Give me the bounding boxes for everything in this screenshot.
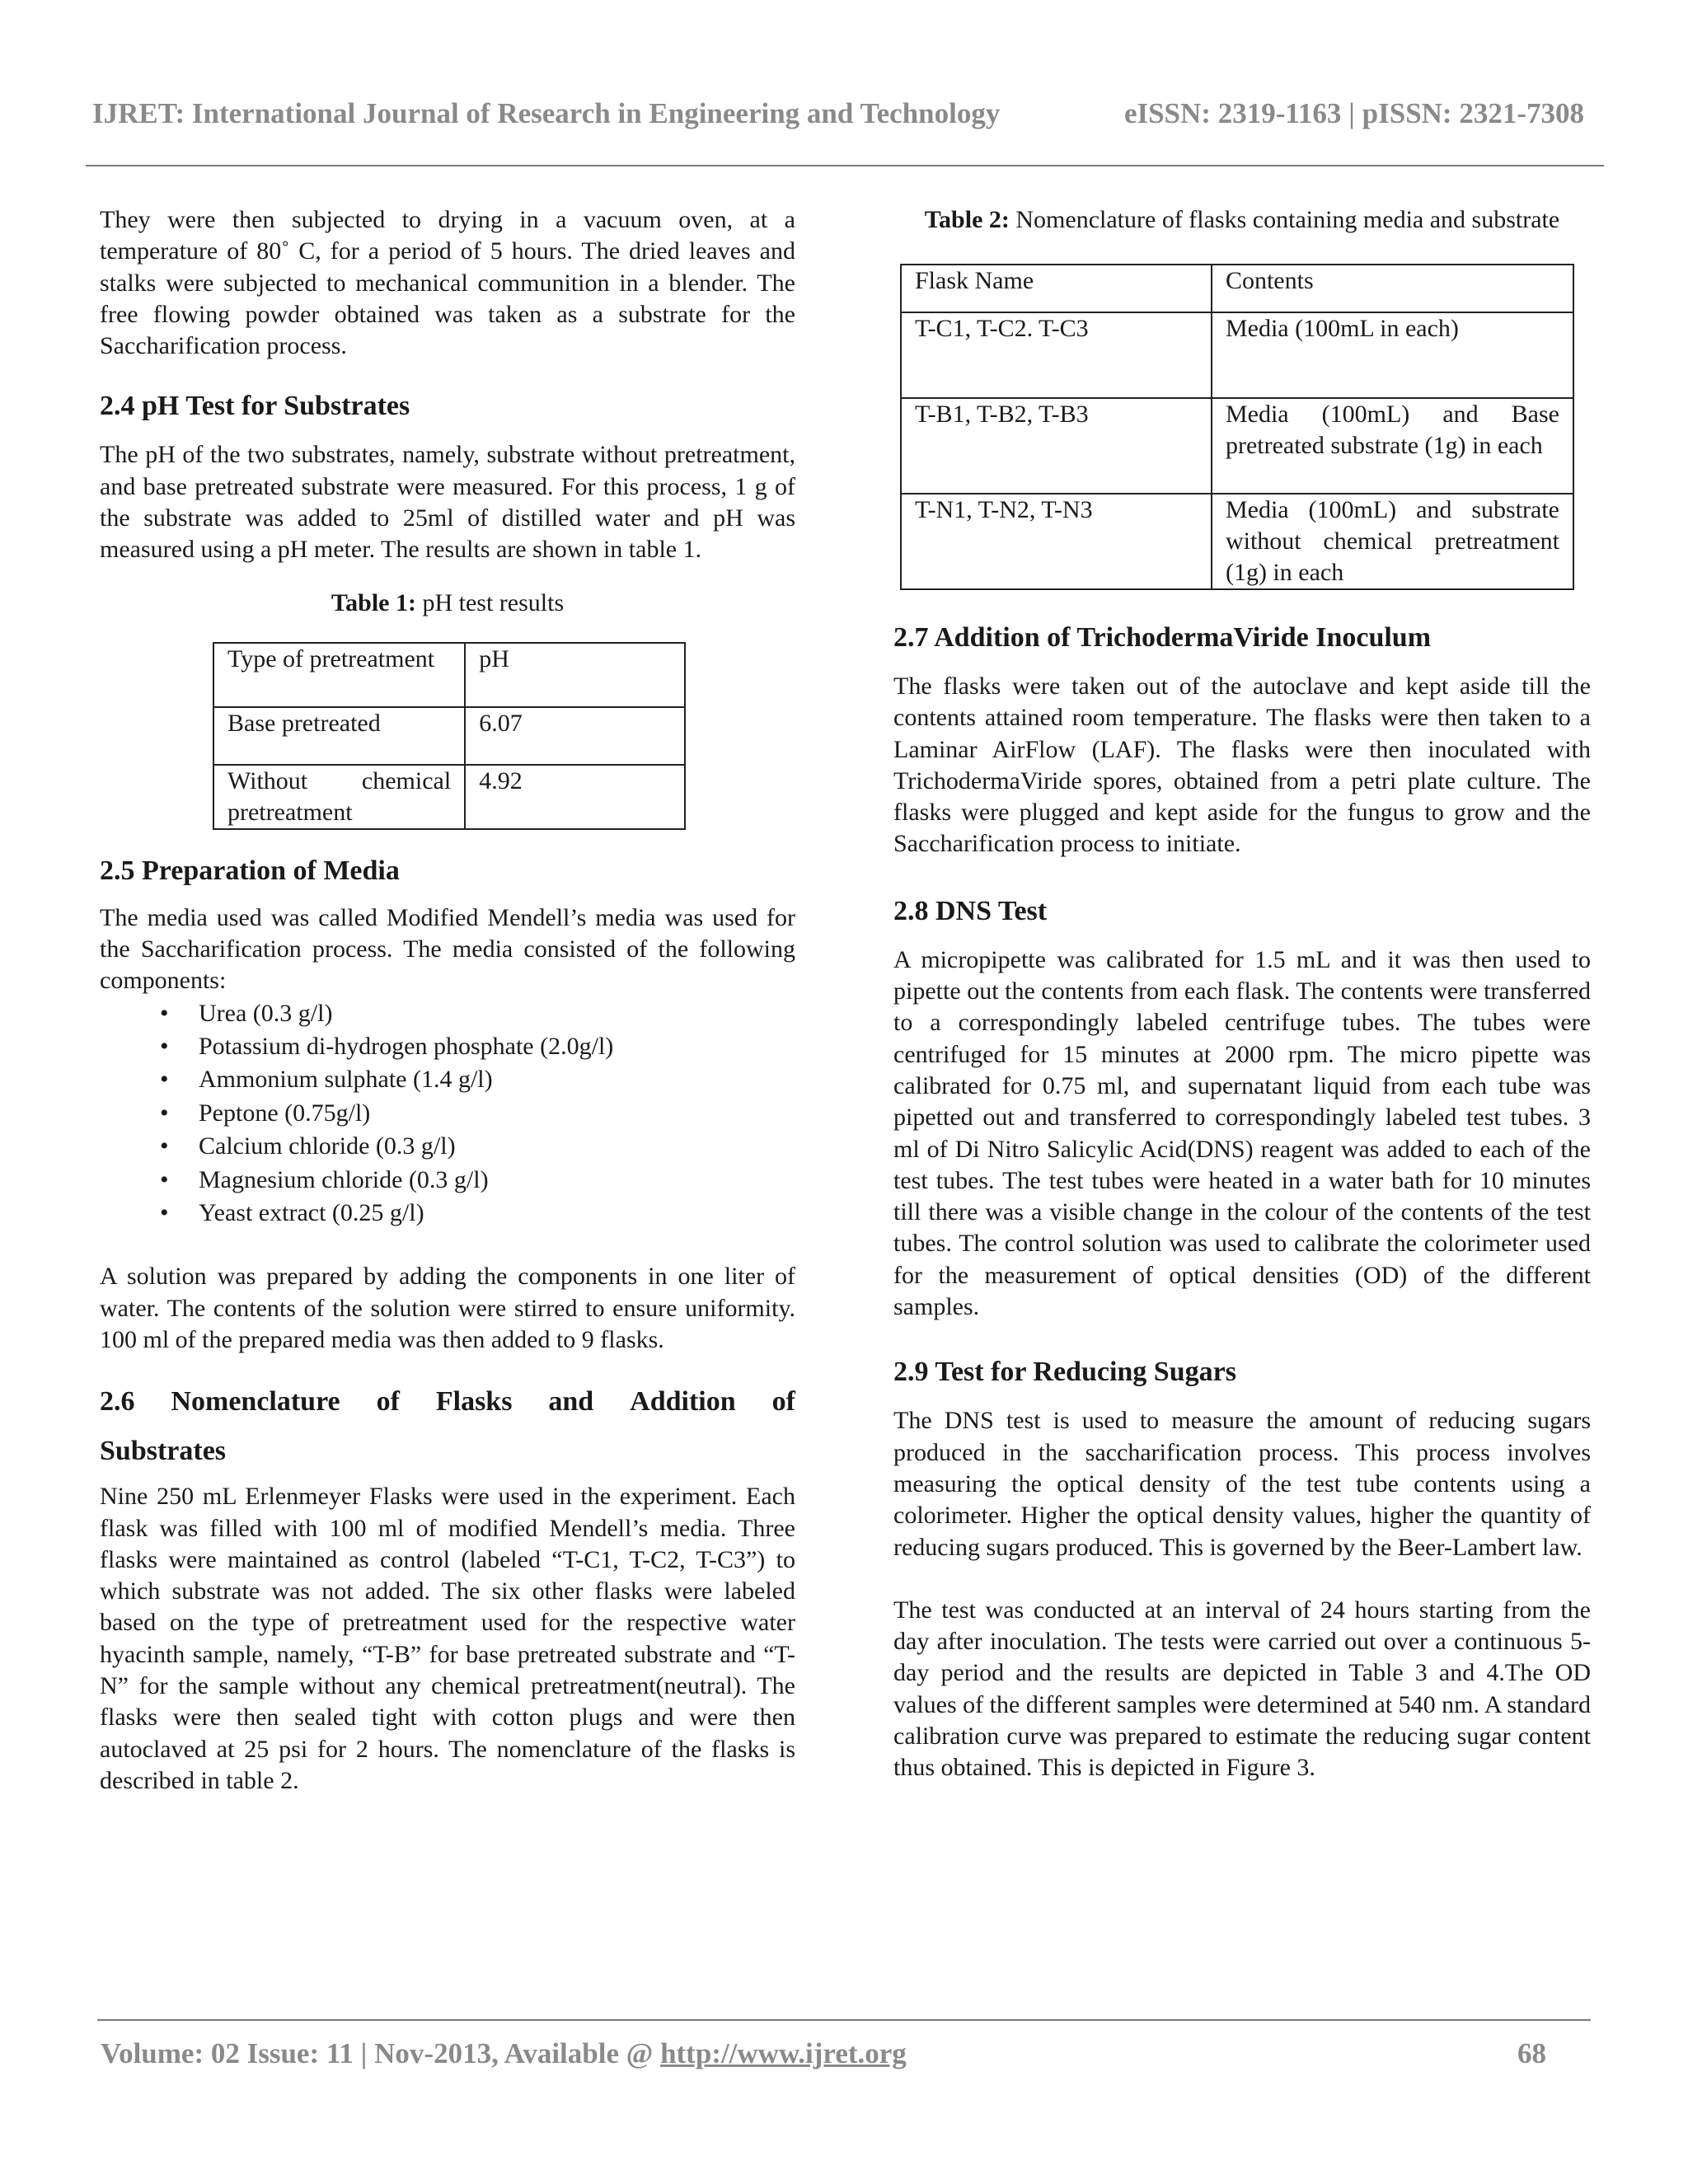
section-2-9-paragraph-2: The test was conducted at an interval of 24 hours starting from the day after inoculation. The tests were carried out over a continuous 5- day period and the results are depicted in Table 3 and 4.The OD values of the different samples were determined at 540 nm. A standard calibration curve was prepared to estimate the reducing sugar content thus obtained. This is depicted in Figure 3. (893, 1596, 1591, 1782)
table-cell: T-C1, T-C2. T-C3 (901, 312, 1212, 398)
table-row (901, 494, 1573, 589)
table-1-header-row (213, 643, 685, 707)
table-2 (900, 264, 1574, 590)
list-item: • Calcium chloride (0.3 g/l) (100, 1130, 795, 1163)
list-item: • Yeast extract (0.25 g/l) (100, 1197, 795, 1230)
section-2-6-heading-line-1 (100, 1384, 795, 1420)
table-cell: Contents (1212, 265, 1573, 312)
section-2-6-paragraph: Nine 250 mL Erlenmeyer Flasks were used in the experiment. Each flask was filled with 100 ml of modified Mendell’s media. Three flasks were maintained as control (labeled “T-C1, T-C2, T-C3”) to which substrate was not added. The six other flasks were labeled based on the type of pretreatment used for the respective water hyacinth sample, namely, “T-B” for base pretreated substrate and “T-N” for the sample without any chemical pretreatment(neutral). The flasks were then sealed tight with cotton plugs and were then autoclaved at 25 psi for 2 hours. The nomenclature of the flasks is described in table 2. (100, 1483, 795, 1794)
section-2-4-heading: 2.4 pH Test for Substrates (100, 391, 410, 422)
list-item: • Potassium di-hydrogen phosphate (2.0g/l) (100, 1030, 795, 1063)
table-row (213, 765, 685, 829)
table-cell: Media (100mL) and Base pretreated substrate (1g) in each (1212, 398, 1573, 494)
list-item: • Ammonium sulphate (1.4 g/l) (100, 1063, 795, 1096)
issn-text: eISSN: 2319-1163 | pISSN: 2321-7308 (1123, 97, 1584, 129)
section-2-9-paragraph: The DNS test is used to measure the amount of reducing sugars produced in the saccharification process. This process involves measuring the optical density of the test tube contents using a colorimeter. Higher the optical density values, higher the quantity of reducing sugars produced. This is governed by the Beer-Lambert law. (893, 1407, 1591, 1561)
table-cell: T-N1, T-N2, T-N3 (901, 494, 1212, 589)
table-2-caption-label: Table 2: (924, 206, 1010, 233)
list-item: • Magnesium chloride (0.3 g/l) (100, 1164, 795, 1197)
header-rule (86, 165, 1604, 166)
footer-volume-text: Volume: 02 Issue: 11 | Nov-2013, Available @ (101, 2037, 661, 2069)
section-2-9-heading: 2.9 Test for Reducing Sugars (893, 1357, 1236, 1388)
table-cell: T-B1, T-B2, T-B3 (901, 398, 1212, 494)
table-cell: Media (100mL) and substrate without chemical pretreatment (1g) in each (1212, 494, 1573, 589)
section-2-6-heading-line-2: Substrates (100, 1436, 227, 1467)
section-2-7-heading: 2.7 Addition of TrichodermaViride Inoculum (893, 622, 1432, 653)
section-2-8-paragraph: A micropipette was calibrated for 1.5 mL and it was then used to pipette out the contents from each flask. The contents were transferred to a correspondingly labeled centrifuge tubes. The tubes were centrifuged for 15 minutes at 2000 rpm. The micro pipette was calibrated for 0.75 ml, and supernatant liquid from each tube was pipetted out and transferred to correspondingly labeled test tubes. 3 ml of Di Nitro Salicylic Acid(DNS) reagent was added to each of the test tubes. The test tubes were heated in a water bath for 10 minutes till there was a visible change in the colour of the contents of the test tubes. The control solution was used to calibrate the colorimeter used for the measurement of optical densities (OD) of the different samples. (893, 945, 1591, 1321)
table-row (901, 398, 1573, 494)
footer-volume (101, 2037, 907, 2070)
table-cell: Base pretreated (213, 707, 465, 765)
section-2-5-heading: 2.5 Preparation of Media (100, 855, 400, 886)
left-column (100, 204, 795, 1797)
list-item: • Urea (0.3 g/l) (100, 997, 795, 1030)
table-cell: Flask Name (901, 265, 1212, 312)
table-row (901, 312, 1573, 398)
table-cell: Media (100mL in each) (1212, 312, 1573, 398)
heading-word: and (548, 1386, 594, 1418)
heading-word: Flasks (435, 1386, 513, 1418)
heading-word: Addition (630, 1386, 736, 1418)
media-components-list (100, 997, 795, 1230)
table-2-caption (893, 204, 1591, 236)
table-cell: Type of pretreatment (213, 643, 465, 707)
heading-word: Nomenclature (171, 1386, 340, 1418)
table-1-caption (100, 588, 795, 619)
heading-word: 2.6 (100, 1386, 135, 1418)
section-2-7-paragraph: The flasks were taken out of the autoclave and kept aside till the contents attained room temperature. The flasks were then taken to a Laminar AirFlow (LAF). The flasks were then inoculated with TrichodermaViride spores, obtained from a petri plate culture. The flasks were plugged and kept aside for the fungus to grow and the Saccharification process to initiate. (893, 673, 1591, 858)
heading-word: of (376, 1386, 400, 1418)
table-1-caption-label: Table 1: (331, 588, 416, 616)
table-1-caption-text: pH test results (415, 588, 565, 616)
section-2-8-heading: 2.8 DNS Test (893, 895, 1048, 926)
right-column (893, 204, 1591, 1784)
table-2-caption-text: Nomenclature of flasks containing media and substrate (1009, 206, 1560, 233)
table-cell: Without chemical pretreatment (213, 765, 465, 829)
table-1 (213, 642, 686, 830)
page-header (92, 97, 1584, 130)
table-cell: 6.07 (465, 707, 685, 765)
section-2-5-paragraph: The media used was called Modified Mendell’s media was used for the Saccharification process. The media consisted of the following components: (100, 903, 795, 995)
list-item: • Peptone (0.75g/l) (100, 1097, 795, 1130)
table-cell: pH (465, 643, 685, 707)
page-footer (101, 2037, 1546, 2070)
table-2-header-row (901, 265, 1573, 312)
journal-title: IJRET: International Journal of Research in Engineering and Technology (92, 97, 1001, 129)
heading-word: of (771, 1386, 795, 1418)
section-2-6-heading (100, 1384, 795, 1468)
section-2-5-paragraph-2: A solution was prepared by adding the components in one liter of water. The contents of the solution were stirred to ensure uniformity. 100 ml of the prepared media was then added to 9 flasks. (100, 1263, 795, 1353)
footer-rule (97, 2019, 1591, 2021)
journal-url-link[interactable]: http://www.ijret.org (660, 2037, 907, 2069)
page-number: 68 (1517, 2037, 1546, 2069)
intro-paragraph: They were then subjected to drying in a vacuum oven, at a temperature of 80˚ C, for a period of 5 hours. The dried leaves and stalks were subjected to mechanical communition in a blender. The free flowing powder obtained was taken as a substrate for the Saccharification process. (100, 206, 795, 360)
table-row (213, 707, 685, 765)
table-cell: 4.92 (465, 765, 685, 829)
section-2-4-paragraph: The pH of the two substrates, namely, substrate without pretreatment, and base pretreated substrate were measured. For this process, 1 g of the substrate was added to 25ml of distilled water and pH was measured using a pH meter. The results are shown in table 1. (100, 441, 795, 564)
